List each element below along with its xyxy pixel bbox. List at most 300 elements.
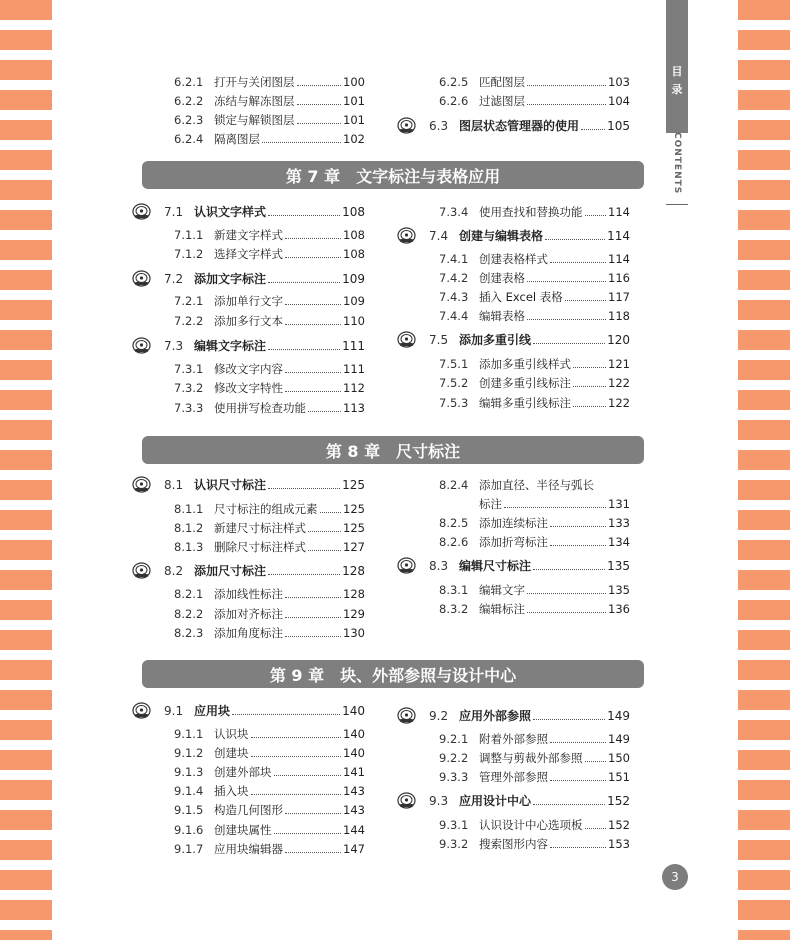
chapter-8-banner <box>142 436 644 464</box>
toc-leader-dots <box>285 294 341 305</box>
toc-entry-title: 认识文字样式 <box>194 205 267 219</box>
toc-leader-dots <box>285 381 341 392</box>
toc-entry-number: 8.1 <box>164 478 184 492</box>
toc-entry-title: 搜索图形内容 <box>479 837 548 851</box>
toc-leader-dots <box>285 607 341 618</box>
contents-tab-char-2: 录 <box>671 83 683 96</box>
toc-entry-number: 6.2.2 <box>174 94 204 108</box>
toc-subsection-entry[interactable] <box>405 374 630 392</box>
toc-entry-title: 构造几何图形 <box>214 803 283 817</box>
toc-entry-title: 添加文字标注 <box>194 272 267 286</box>
toc-entry-page: 149 <box>608 732 630 746</box>
toc-entry-page: 130 <box>343 626 365 640</box>
toc-entry-page: 133 <box>608 516 630 530</box>
toc-subsection-entry[interactable] <box>405 269 630 287</box>
toc-entry-title-continued: 标注 <box>479 497 502 511</box>
toc-entry-number: 8.2.4 <box>439 478 469 492</box>
toc-entry-number: 7.4.1 <box>439 252 469 266</box>
toc-entry-title: 添加线性标注 <box>214 587 283 601</box>
toc-entry-title: 创建表格样式 <box>479 252 548 266</box>
toc-entry-number: 8.2.2 <box>174 607 204 621</box>
toc-entry-number: 9.1.7 <box>174 842 204 856</box>
toc-entry-title: 应用块 <box>194 704 231 718</box>
toc-entry-page: 128 <box>342 564 365 578</box>
toc-entry-page: 117 <box>608 290 630 304</box>
toc-entry-title: 使用查找和替换功能 <box>479 205 583 219</box>
toc-entry-page: 127 <box>343 540 365 554</box>
toc-subsection-entry[interactable] <box>405 92 630 110</box>
toc-leader-dots <box>285 247 341 258</box>
toc-entry-number: 6.2.3 <box>174 113 204 127</box>
toc-subsection-entry[interactable] <box>140 130 365 148</box>
toc-entry-number: 8.1.2 <box>174 521 204 535</box>
toc-entry-number: 7.4 <box>429 229 449 243</box>
toc-leader-dots <box>285 842 341 853</box>
toc-entry-page: 147 <box>343 842 365 856</box>
contents-word: CONTENTS <box>672 132 682 195</box>
toc-entry-page: 101 <box>343 94 365 108</box>
toc-subsection-entry[interactable] <box>140 292 365 310</box>
toc-subsection-entry[interactable] <box>405 514 630 532</box>
toc-entry-title: 添加折弯标注 <box>479 535 548 549</box>
toc-entry-page: 102 <box>343 132 365 146</box>
toc-entry-page: 128 <box>343 587 365 601</box>
toc-entry-page: 109 <box>342 272 365 286</box>
toc-subsection-entry[interactable] <box>405 307 630 325</box>
toc-subsection-entry[interactable] <box>140 801 365 819</box>
toc-leader-dots <box>232 704 340 715</box>
video-disc-icon <box>397 227 416 244</box>
toc-entry-continuation[interactable] <box>479 495 630 513</box>
toc-entry-page: 153 <box>608 837 630 851</box>
toc-entry-number: 9.1.2 <box>174 746 204 760</box>
toc-leader-dots <box>550 770 606 781</box>
chapter-9-banner <box>142 660 644 688</box>
toc-entry-number: 7.3.3 <box>174 401 204 415</box>
toc-subsection-entry[interactable] <box>140 585 365 603</box>
toc-subsection-entry[interactable] <box>140 744 365 762</box>
toc-entry-page: 135 <box>607 559 630 573</box>
toc-subsection-entry[interactable] <box>140 840 365 858</box>
toc-section-entry[interactable] <box>405 117 630 135</box>
toc-leader-dots <box>285 314 341 325</box>
toc-entry-title: 认识尺寸标注 <box>194 478 267 492</box>
toc-leader-dots <box>527 75 606 86</box>
toc-entry-page: 122 <box>608 396 630 410</box>
toc-entry-page: 112 <box>343 381 365 395</box>
toc-entry-number: 9.3.3 <box>439 770 469 784</box>
contents-tab-label <box>666 65 688 97</box>
toc-entry-number: 8.2.6 <box>439 535 469 549</box>
toc-subsection-entry[interactable] <box>140 226 365 244</box>
toc-entry-title: 新建尺寸标注样式 <box>214 521 306 535</box>
toc-leader-dots <box>285 803 341 814</box>
toc-entry-title: 调整与剪裁外部参照 <box>479 751 583 765</box>
toc-entry-page: 143 <box>343 803 365 817</box>
toc-entry-number: 8.2.1 <box>174 587 204 601</box>
toc-section-entry[interactable] <box>405 227 630 245</box>
toc-entry-number: 8.3 <box>429 559 449 573</box>
toc-leader-dots <box>251 746 342 757</box>
toc-section-entry[interactable] <box>405 707 630 725</box>
toc-entry-title: 添加单行文字 <box>214 294 283 308</box>
toc-entry-number: 7.5.2 <box>439 376 469 390</box>
video-disc-icon <box>132 270 151 287</box>
toc-entry-page: 111 <box>342 339 365 353</box>
toc-leader-dots <box>285 587 341 598</box>
toc-subsection-entry[interactable] <box>405 600 630 618</box>
toc-entry-number: 7.5 <box>429 333 449 347</box>
toc-leader-dots <box>527 271 606 282</box>
toc-entry-number: 9.1.5 <box>174 803 204 817</box>
toc-entry-title: 编辑表格 <box>479 309 525 323</box>
toc-entry-number: 9.2 <box>429 709 449 723</box>
toc-entry-title: 创建块属性 <box>214 823 272 837</box>
toc-entry-title: 使用拼写检查功能 <box>214 401 306 415</box>
toc-leader-dots <box>550 837 606 848</box>
toc-subsection-entry[interactable] <box>140 538 365 556</box>
toc-leader-dots <box>308 540 341 551</box>
toc-entry-page: 122 <box>608 376 630 390</box>
toc-entry-number: 8.2.5 <box>439 516 469 530</box>
toc-entry-number: 7.1.1 <box>174 228 204 242</box>
toc-entry-number: 7.2.2 <box>174 314 204 328</box>
toc-entry-title: 过滤图层 <box>479 94 525 108</box>
toc-entry-page: 152 <box>607 794 630 808</box>
toc-entry-number: 9.1.4 <box>174 784 204 798</box>
toc-entry-title: 添加角度标注 <box>214 626 283 640</box>
toc-entry-title: 选择文字样式 <box>214 247 283 261</box>
toc-entry-page: 116 <box>608 271 630 285</box>
toc-section-entry[interactable] <box>140 562 365 580</box>
toc-leader-dots <box>285 626 341 637</box>
toc-entry-page: 134 <box>608 535 630 549</box>
toc-entry-title: 附着外部参照 <box>479 732 548 746</box>
toc-leader-dots <box>274 765 342 776</box>
toc-entry-title: 添加对齐标注 <box>214 607 283 621</box>
toc-subsection-entry[interactable] <box>140 111 365 129</box>
toc-entry-page: 140 <box>343 746 365 760</box>
toc-entry-page: 104 <box>608 94 630 108</box>
toc-leader-dots <box>251 727 342 738</box>
toc-subsection-entry[interactable] <box>140 500 365 518</box>
toc-entry-title: 添加连续标注 <box>479 516 548 530</box>
toc-entry-number: 9.3.1 <box>439 818 469 832</box>
toc-entry-page: 125 <box>342 478 365 492</box>
toc-leader-dots <box>550 535 606 546</box>
video-disc-icon <box>397 557 416 574</box>
video-disc-icon <box>132 203 151 220</box>
toc-subsection-entry[interactable] <box>405 288 630 306</box>
toc-subsection-entry[interactable] <box>405 730 630 748</box>
toc-leader-dots <box>585 818 607 829</box>
video-disc-icon <box>132 562 151 579</box>
toc-entry-title: 隔离图层 <box>214 132 260 146</box>
toc-entry-page: 111 <box>343 362 365 376</box>
right-decorative-stripes <box>738 0 790 940</box>
toc-leader-dots <box>550 516 606 527</box>
toc-entry-title: 应用设计中心 <box>459 794 532 808</box>
left-decorative-stripes <box>0 0 52 940</box>
toc-entry-number: 6.2.6 <box>439 94 469 108</box>
toc-entry-title: 图层状态管理器的使用 <box>459 119 580 133</box>
toc-subsection-entry[interactable] <box>405 581 630 599</box>
video-disc-icon <box>132 337 151 354</box>
toc-entry-number: 8.2 <box>164 564 184 578</box>
toc-section-entry[interactable] <box>140 203 365 221</box>
toc-entry-title: 添加多重引线 <box>459 333 532 347</box>
toc-leader-dots <box>527 94 606 105</box>
toc-leader-dots <box>585 751 607 762</box>
chapter-7-number: 第 7 章 <box>285 166 341 186</box>
toc-subsection-entry[interactable] <box>140 379 365 397</box>
toc-entry-page: 143 <box>343 784 365 798</box>
toc-entry-number: 8.2.3 <box>174 626 204 640</box>
toc-subsection-entry[interactable] <box>140 312 365 330</box>
toc-leader-dots <box>268 339 340 350</box>
toc-leader-dots <box>297 75 342 86</box>
toc-entry-page: 114 <box>608 252 630 266</box>
page-number: 3 <box>662 864 688 890</box>
toc-entry-number: 7.5.1 <box>439 357 469 371</box>
toc-leader-dots <box>545 229 605 240</box>
toc-entry-title: 管理外部参照 <box>479 770 548 784</box>
toc-leader-dots <box>527 583 606 594</box>
toc-entry-number: 9.1.3 <box>174 765 204 779</box>
chapter-8-title: 尺寸标注 <box>396 441 461 461</box>
chapter-8-number: 第 8 章 <box>325 441 381 461</box>
toc-entry-number: 8.3.2 <box>439 602 469 616</box>
toc-entry-number: 7.1 <box>164 205 184 219</box>
toc-entry-title: 创建与编辑表格 <box>459 229 544 243</box>
toc-leader-dots <box>262 132 341 143</box>
toc-subsection-entry[interactable] <box>140 725 365 743</box>
toc-entry-title: 匹配图层 <box>479 75 525 89</box>
toc-entry-number: 9.2.2 <box>439 751 469 765</box>
toc-entry-title: 冻结与解冻图层 <box>214 94 295 108</box>
toc-entry-number: 7.3.2 <box>174 381 204 395</box>
toc-subsection-entry[interactable] <box>140 73 365 91</box>
toc-entry-number: 9.1 <box>164 704 184 718</box>
toc-entry-title: 编辑文字 <box>479 583 525 597</box>
toc-entry-title: 打开与关闭图层 <box>214 75 295 89</box>
toc-entry-title: 插入块 <box>214 784 249 798</box>
toc-section-entry[interactable] <box>140 476 365 494</box>
toc-entry-page: 144 <box>343 823 365 837</box>
toc-entry-title: 创建多重引线标注 <box>479 376 571 390</box>
toc-entry-page: 108 <box>343 247 365 261</box>
toc-section-entry[interactable] <box>405 557 630 575</box>
toc-leader-dots <box>573 396 606 407</box>
toc-entry-page: 125 <box>343 521 365 535</box>
toc-entry-page: 121 <box>608 357 630 371</box>
toc-entry-page: 114 <box>608 205 630 219</box>
toc-entry-number: 7.3.4 <box>439 205 469 219</box>
toc-entry-title: 认识块 <box>214 727 249 741</box>
toc-entry-number: 7.3.1 <box>174 362 204 376</box>
toc-leader-dots <box>285 362 341 373</box>
toc-entry-page: 151 <box>608 770 630 784</box>
toc-subsection-entry[interactable] <box>405 476 630 494</box>
toc-entry-page: 103 <box>608 75 630 89</box>
side-divider <box>666 204 688 205</box>
chapter-9-number: 第 9 章 <box>269 665 325 685</box>
toc-entry-page: 120 <box>607 333 630 347</box>
toc-subsection-entry[interactable] <box>405 355 630 373</box>
toc-entry-number: 9.3 <box>429 794 449 808</box>
chapter-7-banner <box>142 161 644 189</box>
toc-entry-title: 添加多行文本 <box>214 314 283 328</box>
toc-entry-page: 118 <box>608 309 630 323</box>
toc-section-entry[interactable] <box>405 331 630 349</box>
toc-entry-title: 修改文字内容 <box>214 362 283 376</box>
toc-entry-number: 6.3 <box>429 119 449 133</box>
toc-entry-number: 7.2.1 <box>174 294 204 308</box>
toc-leader-dots <box>268 205 340 216</box>
toc-leader-dots <box>297 113 342 124</box>
toc-entry-page: 100 <box>343 75 365 89</box>
toc-leader-dots <box>268 272 340 283</box>
toc-leader-dots <box>285 228 341 239</box>
toc-entry-page: 108 <box>343 228 365 242</box>
toc-section-entry[interactable] <box>140 337 365 355</box>
toc-entry-page: 110 <box>343 314 365 328</box>
toc-leader-dots <box>308 401 341 412</box>
toc-subsection-entry[interactable] <box>140 605 365 623</box>
contents-tab-char-1: 目 <box>671 65 683 78</box>
toc-subsection-entry[interactable] <box>405 73 630 91</box>
toc-subsection-entry[interactable] <box>140 519 365 537</box>
toc-entry-number: 9.1.6 <box>174 823 204 837</box>
toc-entry-page: 149 <box>607 709 630 723</box>
toc-subsection-entry[interactable] <box>140 399 365 417</box>
toc-entry-number: 6.2.1 <box>174 75 204 89</box>
toc-entry-page: 131 <box>608 497 630 511</box>
toc-entry-title: 修改文字特性 <box>214 381 283 395</box>
toc-leader-dots <box>550 252 606 263</box>
toc-leader-dots <box>581 119 605 130</box>
toc-entry-title: 添加多重引线样式 <box>479 357 571 371</box>
video-disc-icon <box>397 331 416 348</box>
toc-leader-dots <box>533 794 605 805</box>
toc-entry-page: 152 <box>608 818 630 832</box>
toc-entry-page: 141 <box>343 765 365 779</box>
toc-leader-dots <box>504 497 606 508</box>
toc-leader-dots <box>268 478 340 489</box>
toc-section-entry[interactable] <box>140 270 365 288</box>
toc-entry-page: 140 <box>342 704 365 718</box>
toc-leader-dots <box>268 564 340 575</box>
toc-subsection-entry[interactable] <box>405 394 630 412</box>
toc-entry-title: 创建外部块 <box>214 765 272 779</box>
toc-entry-number: 9.1.1 <box>174 727 204 741</box>
toc-entry-page: 105 <box>607 119 630 133</box>
toc-leader-dots <box>573 357 606 368</box>
toc-leader-dots <box>320 502 342 513</box>
toc-section-entry[interactable] <box>140 702 365 720</box>
toc-entry-page: 136 <box>608 602 630 616</box>
toc-leader-dots <box>274 823 342 834</box>
toc-entry-title: 应用块编辑器 <box>214 842 283 856</box>
toc-leader-dots <box>565 290 606 301</box>
toc-subsection-entry[interactable] <box>140 763 365 781</box>
toc-subsection-entry[interactable] <box>140 245 365 263</box>
toc-leader-dots <box>585 205 607 216</box>
toc-entry-title: 认识设计中心选项板 <box>479 818 583 832</box>
toc-leader-dots <box>533 559 605 570</box>
toc-leader-dots <box>527 309 606 320</box>
toc-subsection-entry[interactable] <box>405 203 630 221</box>
toc-subsection-entry[interactable] <box>405 250 630 268</box>
toc-leader-dots <box>533 333 605 344</box>
toc-leader-dots <box>533 709 605 720</box>
toc-subsection-entry[interactable] <box>140 360 365 378</box>
toc-entry-number: 7.1.2 <box>174 247 204 261</box>
toc-entry-title: 锁定与解锁图层 <box>214 113 295 127</box>
toc-leader-dots <box>550 732 606 743</box>
toc-entry-number: 8.1.3 <box>174 540 204 554</box>
toc-entry-number: 9.2.1 <box>439 732 469 746</box>
toc-subsection-entry[interactable] <box>405 749 630 767</box>
video-disc-icon <box>132 476 151 493</box>
video-disc-icon <box>397 707 416 724</box>
toc-entry-title: 应用外部参照 <box>459 709 532 723</box>
toc-subsection-entry[interactable] <box>405 533 630 551</box>
toc-leader-dots <box>297 94 342 105</box>
toc-entry-number: 7.2 <box>164 272 184 286</box>
toc-entry-page: 109 <box>343 294 365 308</box>
toc-entry-page: 114 <box>607 229 630 243</box>
toc-entry-number: 6.2.4 <box>174 132 204 146</box>
toc-subsection-entry[interactable] <box>140 821 365 839</box>
toc-entry-page: 113 <box>343 401 365 415</box>
toc-entry-title: 尺寸标注的组成元素 <box>214 502 318 516</box>
toc-entry-title: 添加尺寸标注 <box>194 564 267 578</box>
toc-entry-number: 8.3.1 <box>439 583 469 597</box>
toc-entry-number: 7.4.3 <box>439 290 469 304</box>
toc-leader-dots <box>308 521 341 532</box>
toc-entry-number: 7.3 <box>164 339 184 353</box>
toc-entry-page: 135 <box>608 583 630 597</box>
toc-section-entry[interactable] <box>405 792 630 810</box>
toc-entry-title: 新建文字样式 <box>214 228 283 242</box>
toc-entry-page: 108 <box>342 205 365 219</box>
chapter-7-title: 文字标注与表格应用 <box>356 166 501 186</box>
toc-entry-number: 7.4.4 <box>439 309 469 323</box>
toc-subsection-entry[interactable] <box>405 835 630 853</box>
chapter-9-title: 块、外部参照与设计中心 <box>340 665 517 685</box>
toc-entry-number: 6.2.5 <box>439 75 469 89</box>
toc-entry-title: 创建块 <box>214 746 249 760</box>
toc-leader-dots <box>527 602 606 613</box>
toc-subsection-entry[interactable] <box>140 624 365 642</box>
toc-entry-number: 7.5.3 <box>439 396 469 410</box>
toc-leader-dots <box>251 784 342 795</box>
toc-subsection-entry[interactable] <box>140 782 365 800</box>
toc-entry-title: 编辑多重引线标注 <box>479 396 571 410</box>
toc-entry-title: 编辑文字标注 <box>194 339 267 353</box>
toc-entry-page: 125 <box>343 502 365 516</box>
toc-entry-title: 创建表格 <box>479 271 525 285</box>
toc-entry-number: 7.4.2 <box>439 271 469 285</box>
toc-subsection-entry[interactable] <box>405 816 630 834</box>
toc-entry-number: 9.3.2 <box>439 837 469 851</box>
video-disc-icon <box>132 702 151 719</box>
toc-subsection-entry[interactable] <box>405 768 630 786</box>
toc-subsection-entry[interactable] <box>140 92 365 110</box>
video-disc-icon <box>397 792 416 809</box>
toc-leader-dots <box>573 376 606 387</box>
